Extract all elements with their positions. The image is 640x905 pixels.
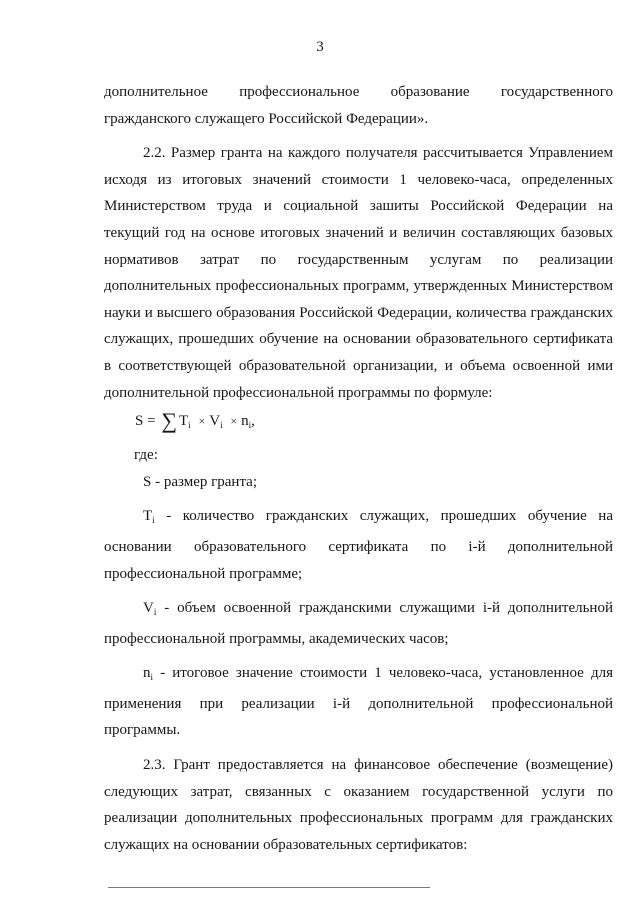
spacer <box>104 132 613 140</box>
definition-t <box>104 503 613 587</box>
formula-v: V <box>209 413 221 430</box>
formula-n: n <box>241 413 249 430</box>
symbol-n: n <box>143 665 151 682</box>
definition-v <box>104 595 613 652</box>
definition-s: S - размер гранта; <box>143 473 258 490</box>
footer-divider <box>108 887 430 888</box>
formula-equals: = <box>147 413 156 430</box>
formula-n-index: i <box>248 420 252 431</box>
formula-t-index: i <box>188 420 191 431</box>
spacer <box>104 587 613 595</box>
formula-lhs: S <box>135 413 144 430</box>
definition-n-text: - итоговое значение стоимости 1 человеко-часа, установленное для применения при реализации i-й дополнительной профессиональной программы. <box>104 665 613 739</box>
symbol-v-index: i <box>153 607 157 618</box>
symbol-t-index: i <box>152 515 155 526</box>
spacer <box>104 495 613 503</box>
spacer <box>104 652 613 660</box>
spacer <box>104 744 613 752</box>
formula-v-index: i <box>220 420 223 431</box>
definition-v-text: - объем освоенной гражданскими служащими i-й дополнительной профессиональной программы, академических часов; <box>104 600 613 647</box>
definition-t-text: - количество гражданских служащих, прошедших обучение на основании образовательного сертификата по i-й дополнительной профессиональной программе; <box>104 508 613 582</box>
paragraph-2-3: 2.3. Грант предоставляется на финансовое обеспечение (возмещение) следующих затрат, связанных с оказанием государственной услуги по реализации дополнительных профессиональных программ для гражданских служащих на основании образовательных сертификатов: <box>104 757 613 853</box>
formula-t: T <box>179 413 189 430</box>
paragraph-2-2: 2.2. Размер гранта на каждого получателя рассчитывается Управлением исходя из итоговых значений стоимости 1 человеко-часа, определенных Министерством труда и социальной зашиты Российской Федерации на текущий год на основе итоговых значений и величин составляющих базовых нормативов затрат по государственным услугам по реализации дополнительных профессиональных программ, утвержденных Министерством науки и высшего образования Российской Федерации, количества гражданских служащих, прошедших обучение на основании образовательного сертификата в соответствующей образовательной организации, и объема освоенной ими дополнительной профессиональной программы по формуле: <box>104 145 613 401</box>
where-label: где: <box>134 447 158 464</box>
formula-sum-sign: ∑ <box>161 408 177 434</box>
symbol-n-index: i <box>150 672 154 683</box>
paragraph-continuation: дополнительное профессиональное образование государственного гражданского служащего Российской Федерации». <box>104 84 613 127</box>
symbol-v: V <box>143 600 154 617</box>
formula-end: , <box>251 413 255 430</box>
document-body <box>104 79 613 858</box>
grant-formula <box>135 408 613 434</box>
definition-n <box>104 660 613 744</box>
page-number: 3 <box>316 39 324 55</box>
formula-times-1: × <box>198 414 206 429</box>
symbol-t: T <box>143 508 153 525</box>
formula-times-2: × <box>230 414 238 429</box>
